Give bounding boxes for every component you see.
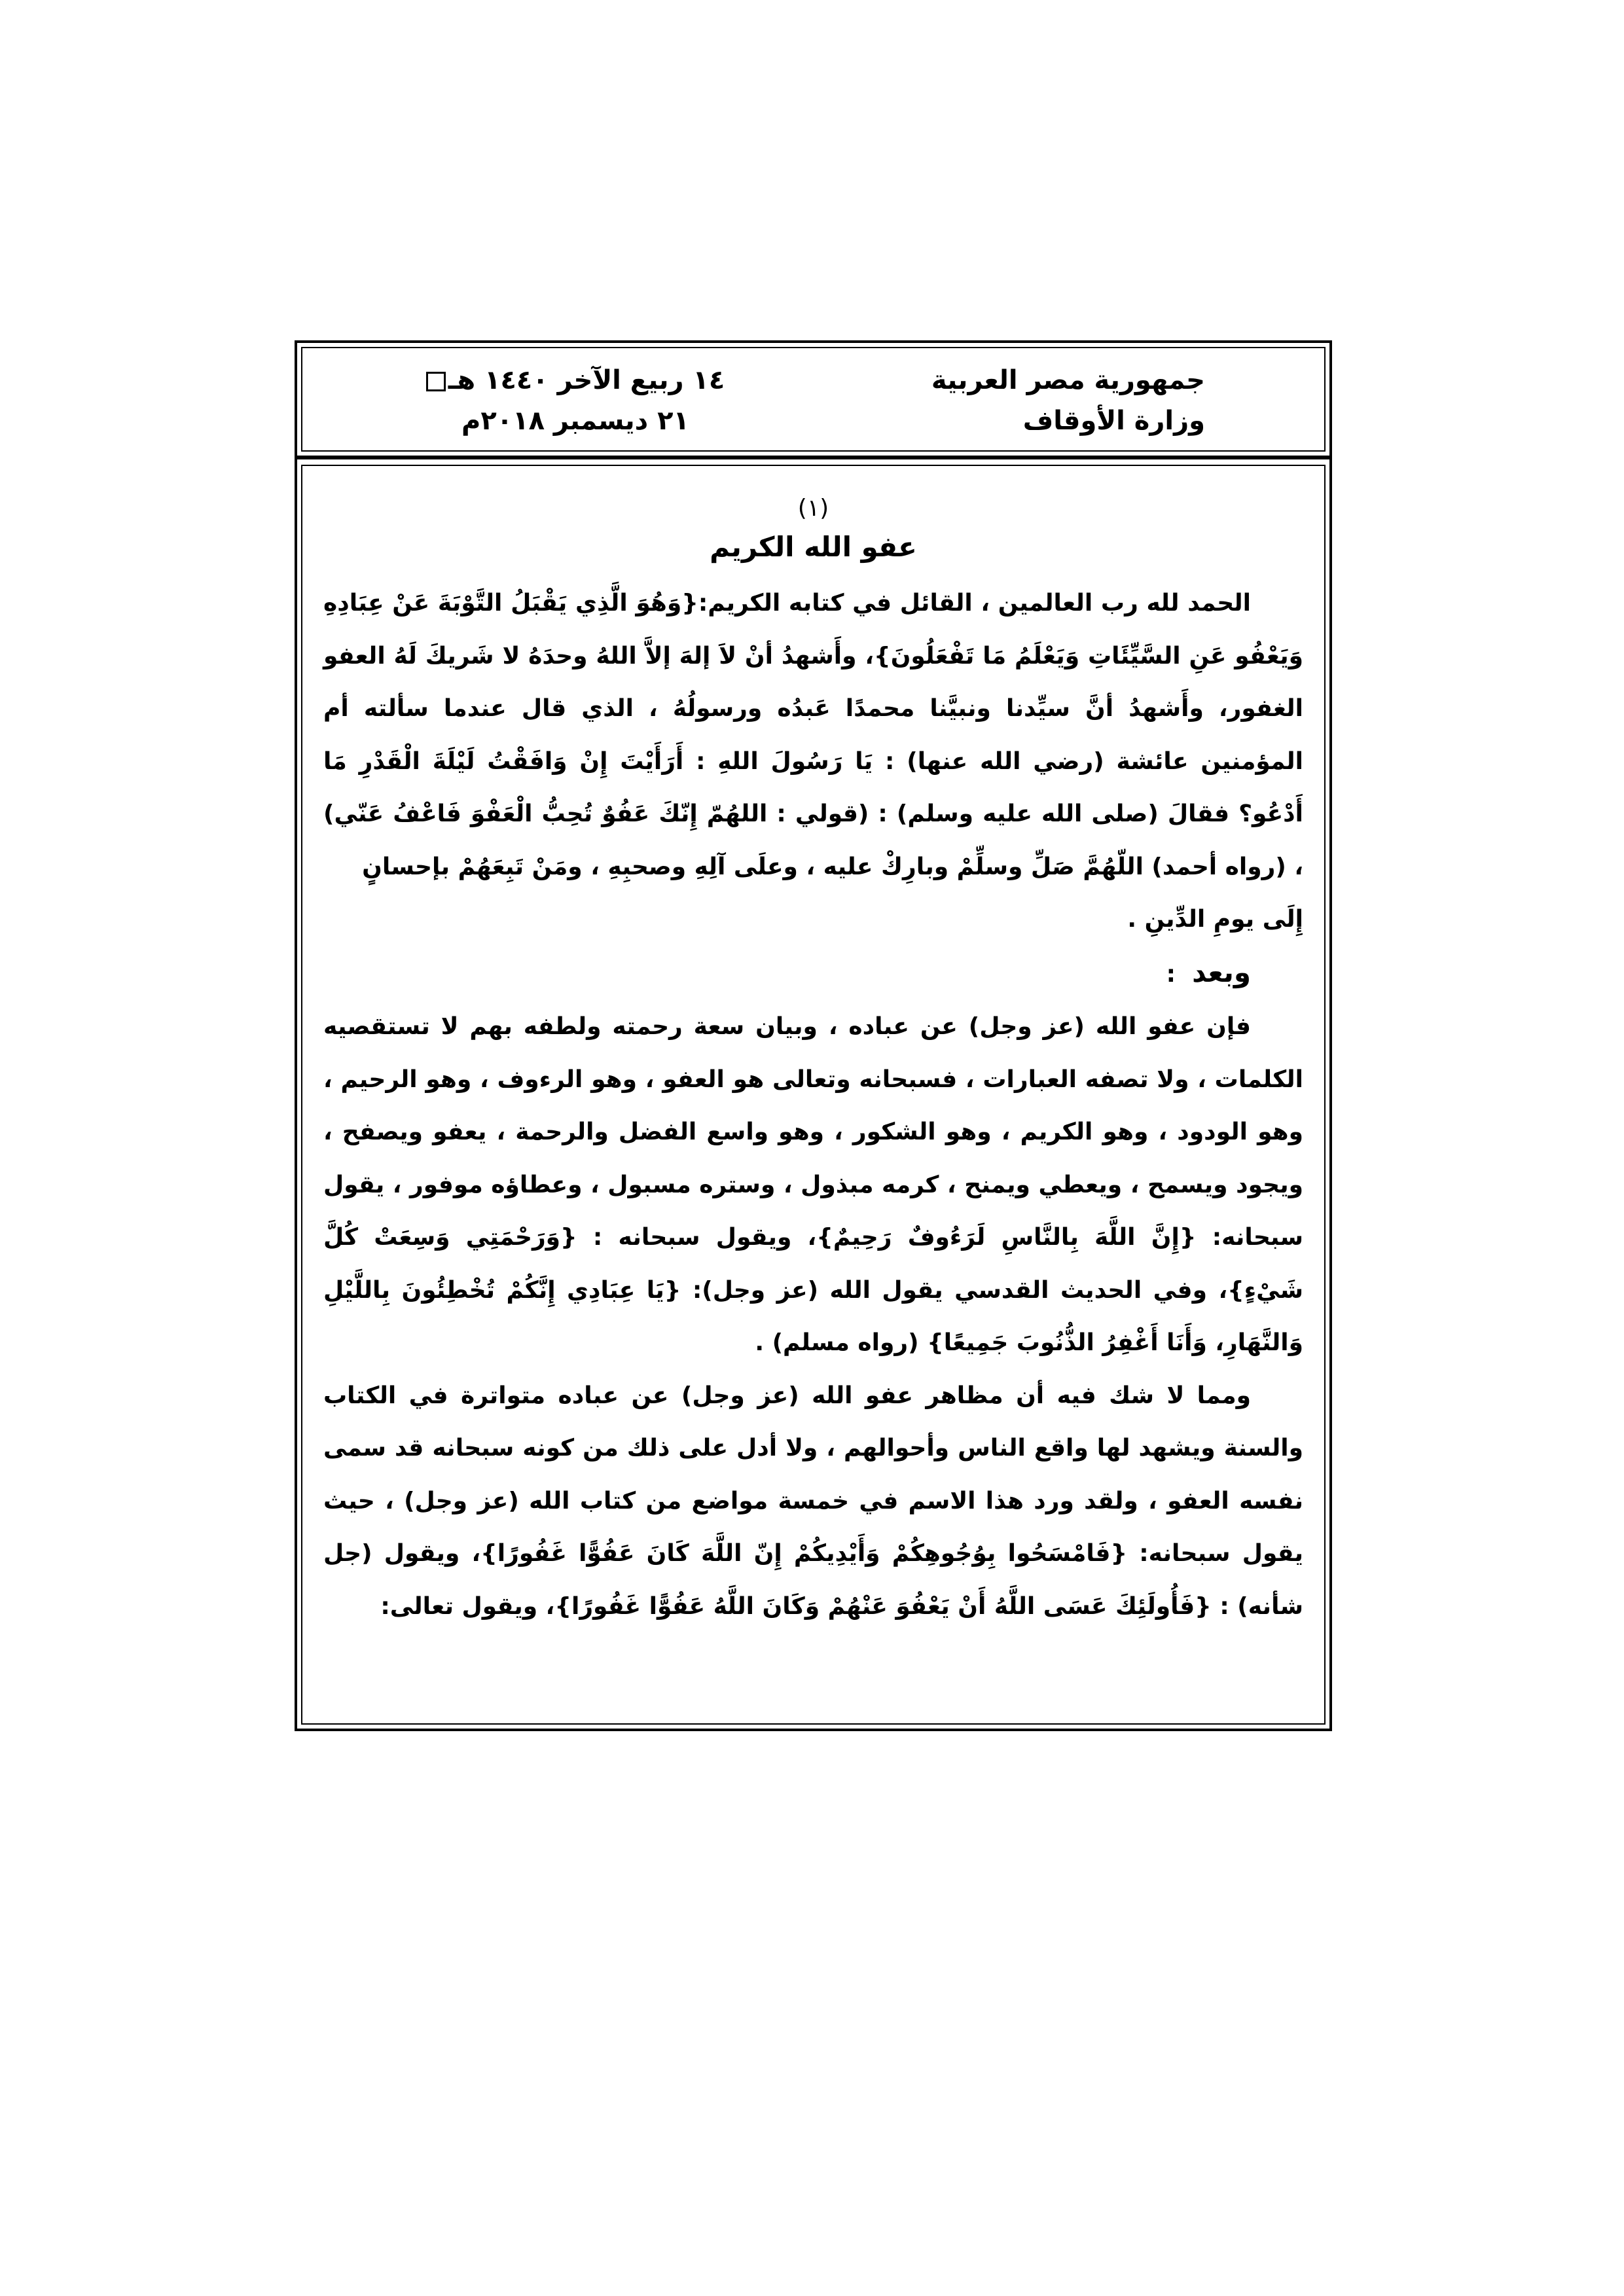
sermon-box [295, 458, 1332, 1731]
baad-colon: : [1166, 960, 1176, 988]
header-gregorian-date: ٢١ ديسمبر ٢٠١٨م [461, 406, 689, 436]
header-box [295, 340, 1332, 458]
sermon-content [323, 492, 1303, 1633]
baad-word: وبعد [1192, 956, 1251, 988]
baad-heading [323, 946, 1303, 1001]
sermon-number: (١) [797, 495, 829, 522]
header-issuer [747, 360, 1205, 441]
sermon-title: عفو الله الكريم [710, 531, 917, 563]
sermon-intro: الحمد لله رب العالمين ، القائل في كتابه الكريم:{وَهُوَ الَّذِي يَقْبَلُ التَّوْبَةَ عَنْ عِبَادِهِ وَيَعْفُو عَنِ السَّيِّئَاتِ وَيَعْلَمُ مَا تَفْعَلُونَ}، وأَشهدُ أنْ لاَ إلهَ إلاَّ اللهُ وحدَهُ لا شَريكَ لَهُ العفو الغفور، وأَشهدُ أنَّ سيِّدنا ونبيَّنا محمدًا عَبدُه ورسولُهُ ، الذي قال عندما سألته أم المؤمنين عائشة (رضي الله عنها) : يَا رَسُولَ اللهِ : أَرَأَيْتَ إِنْ وَافَقْتُ لَيْلَةَ الْقَدْرِ مَا أَدْعُو؟ فقالَ (صلى الله عليه وسلم) : (قولي : اللهُمّ إِنّكَ عَفُوٌ تُحِبُّ الْعَفْوَ فَاعْفُ عَنّي) ، (رواه أحمد) اللّهُمَّ صَلِّ وسلِّمْ وبارِكْ عليه ، وعلَى آلِهِ وصحبِهِ ، ومَنْ تَبِعَهُمْ بإحسانٍ [323, 590, 1303, 880]
header-country: جمهورية مصر العربية [931, 365, 1205, 395]
header-hijri-date [372, 360, 778, 401]
placeholder-square-icon [426, 372, 446, 391]
hijri-date-text: ١٤ ربيع الآخر ١٤٤٠ هـ [448, 365, 725, 395]
sermon-paragraph-1: فإن عفو الله (عز وجل) عن عباده ، وبيان سعة رحمته ولطفه بهم لا تستقصيه الكلمات ، ولا تصفه العبارات ، فسبحانه وتعالى هو العفو ، وهو الرءوف ، وهو الرحيم ، وهو الودود ، وهو الكريم ، وهو الشكور ، وهو واسع الفضل والرحمة ، يعفو ويصفح ، ويجود ويسمح ، ويعطي ويمنح ، كرمه مبذول ، وستره مسبول ، وعطاؤه موفور ، يقول سبحانه: {إِنَّ اللَّهَ بِالنَّاسِ لَرَءُوفٌ رَحِيمٌ}، ويقول سبحانه : {وَرَحْمَتِي وَسِعَتْ كُلَّ شَيْءٍ}، وفي الحديث القدسي يقول الله (عز وجل): {يَا عِبَادِي إِنَّكُمْ تُخْطِئُونَ بِاللَّيْلِ وَالنَّهَارِ، وَأَنَا أَغْفِرُ الذُّنُوبَ جَمِيعًا} (رواه مسلم) . [323, 1013, 1303, 1356]
header-dates [372, 360, 778, 441]
sermon-intro-end: إِلَى يومِ الدِّينِ . [1127, 906, 1303, 933]
header-ministry: وزارة الأوقاف [1022, 406, 1205, 436]
sermon-paragraph-2: ومما لا شك فيه أن مظاهر عفو الله (عز وجل) عن عباده متواترة في الكتاب والسنة ويشهد لها واقع الناس وأحوالهم ، ولا أدل على ذلك من كونه سبحانه قد سمى نفسه العفو ، ولقد ورد هذا الاسم في خمسة مواضع من كتاب الله (عز وجل) ، حيث يقول سبحانه: {فَامْسَحُوا بِوُجُوهِكُمْ وَأَيْدِيكُمْ إِنّ اللَّهَ كَانَ عَفُوًّا غَفُورًا}، ويقول (جل شأنه) : {فَأُولَئِكَ عَسَى اللَّهُ أَنْ يَعْفُوَ عَنْهُمْ وَكَانَ اللَّهُ عَفُوًّا غَفُورًا}، ويقول تعالى: [323, 1382, 1303, 1620]
